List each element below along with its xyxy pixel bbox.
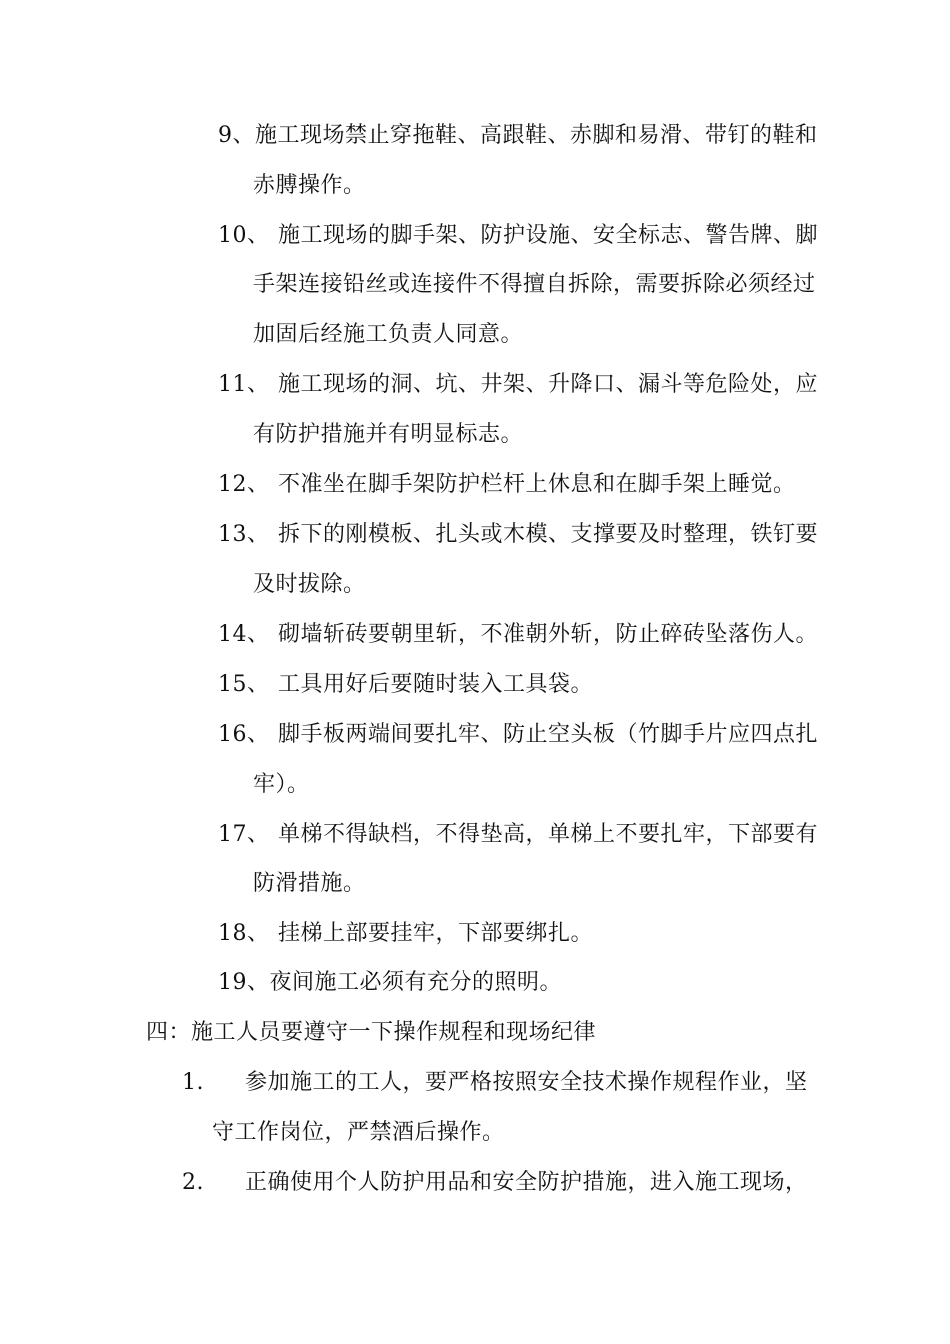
list-item [218,371,818,399]
item-text: 挂梯上部要挂牢，下部要绑扎。 [278,921,594,946]
list-item [218,471,796,499]
item-text: 参加施工的工人，要严格按照安全技术操作规程作业，坚 [245,1070,808,1095]
item-number: 16、 [218,722,270,747]
item-text-continued: 牢）。 [253,772,310,797]
item-text-continued: 赤膊操作。 [253,173,366,198]
item-text: 正确使用个人防护用品和安全防护措施，进入施工现场， [245,1170,808,1195]
list-item [218,721,818,749]
item-text: 拆下的刚模板、扎头或木模、支撑要及时整理，铁钉要 [278,522,819,547]
item-text: 砌墙斩砖要朝里斩，不准朝外斩，防止碎砖坠落伤人。 [278,622,819,647]
item-text-continued: 防滑措施。 [253,871,366,896]
list-item [182,1169,808,1197]
item-number: 10、 [218,223,270,248]
item-text-continued: 守工作岗位，严禁酒后操作。 [212,1120,505,1145]
list-item [218,521,818,549]
section-heading: 四：施工人员要遵守一下操作规程和现场纪律 [146,1020,597,1045]
list-item [218,671,593,699]
item-number: 9、 [218,123,255,148]
item-number: 19、 [218,970,270,995]
list-item [218,920,593,948]
item-text: 施工现场禁止穿拖鞋、高跟鞋、赤脚和易滑、带钉的鞋和 [255,123,818,148]
item-number: 18、 [218,921,270,946]
item-text: 不准坐在脚手架防护栏杆上休息和在脚手架上睡觉。 [278,472,796,497]
item-text-continued: 加固后经施工负责人同意。 [253,322,524,347]
item-number: 17、 [218,822,270,847]
item-number: 15、 [218,672,270,697]
item-number: 1. [182,1070,204,1095]
list-item [218,969,562,997]
item-number: 11、 [218,372,270,397]
item-text-continued: 手架连接铅丝或连接件不得擅自拆除，需要拆除必须经过 [253,272,816,297]
item-number: 12、 [218,472,270,497]
list-item [218,222,818,250]
item-text: 夜间施工必须有充分的照明。 [269,970,563,995]
item-number: 2. [182,1170,204,1195]
item-text-continued: 及时拔除。 [253,572,366,597]
item-text: 单梯不得缺档，不得垫高，单梯上不要扎牢，下部要有 [278,822,819,847]
list-item [218,122,818,150]
item-text: 脚手板两端间要扎牢、防止空头板（竹脚手片应四点扎 [278,722,819,747]
item-text: 施工现场的脚手架、防护设施、安全标志、警告牌、脚 [278,223,819,248]
list-item [182,1069,808,1097]
item-text: 施工现场的洞、坑、井架、升降口、漏斗等危险处，应 [278,372,819,397]
item-number: 13、 [218,522,270,547]
list-item [218,821,818,849]
item-text-continued: 有防护措施并有明显标志。 [253,422,524,447]
list-item [218,621,818,649]
item-text: 工具用好后要随时装入工具袋。 [278,672,594,697]
item-number: 14、 [218,622,270,647]
